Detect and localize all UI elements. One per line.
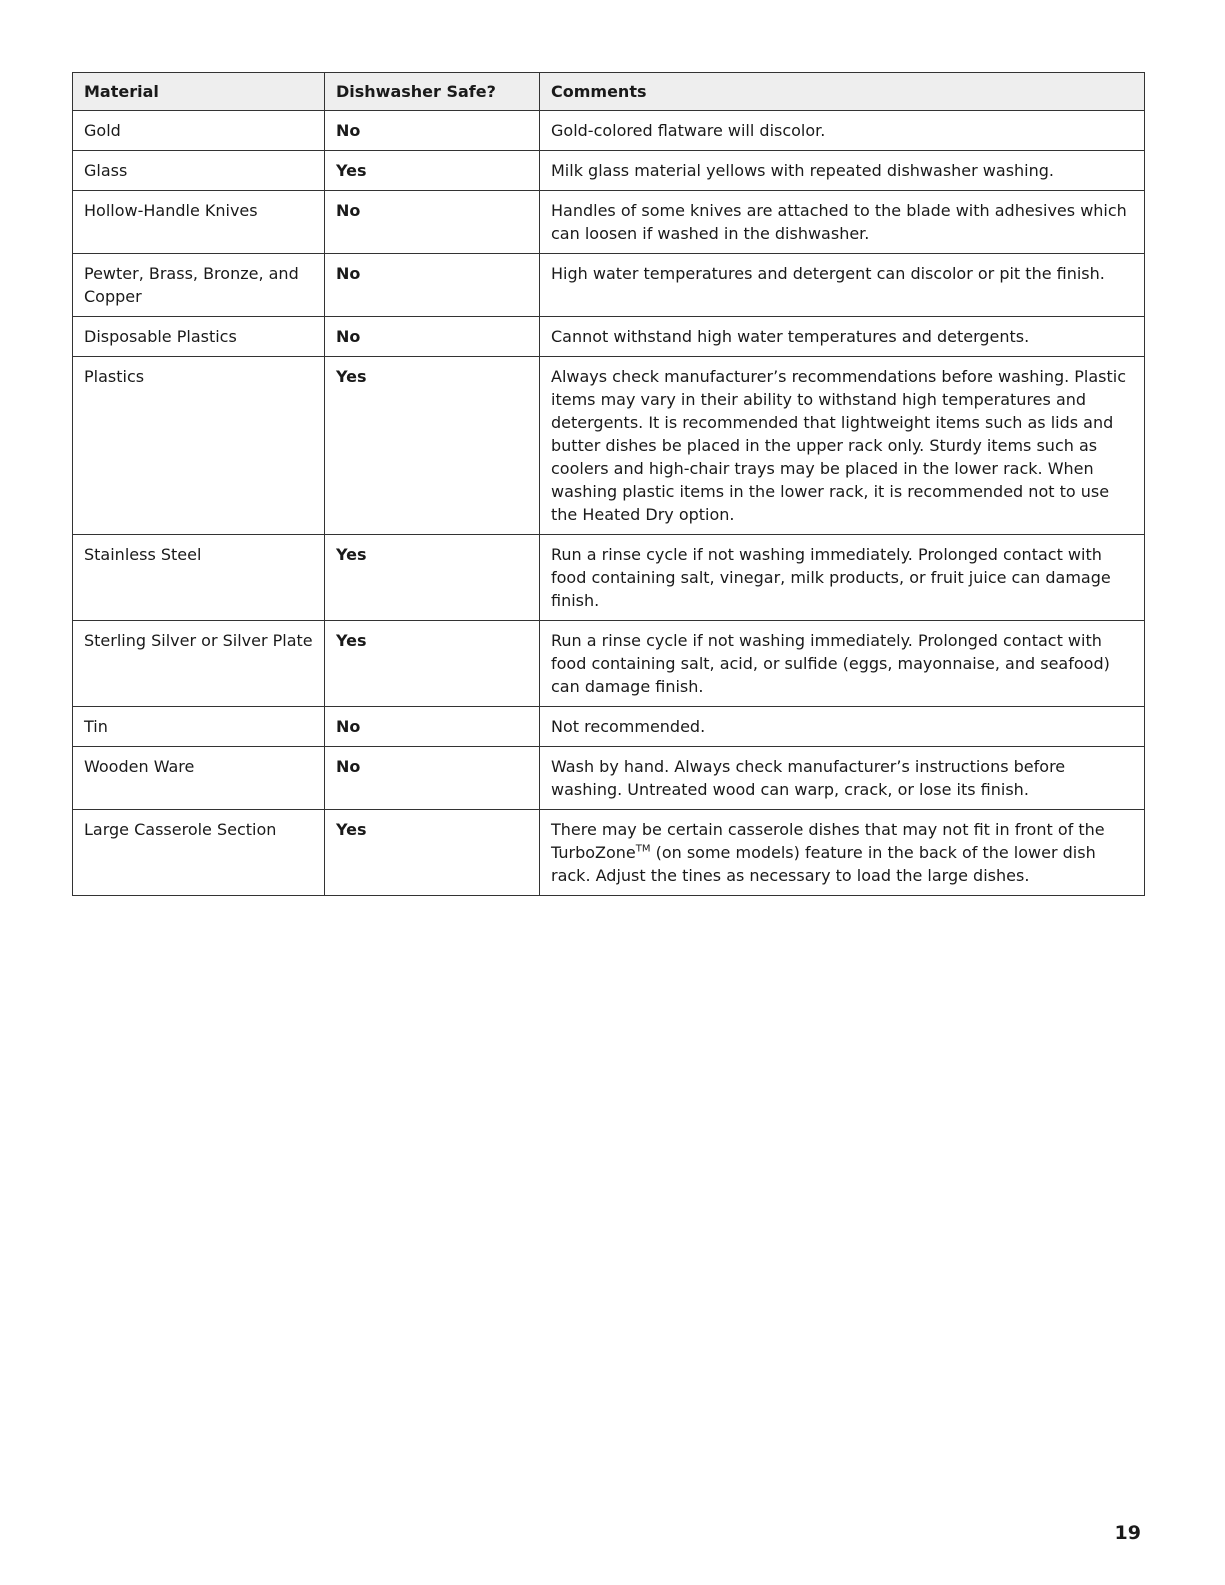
material-cell: Stainless Steel (73, 535, 325, 621)
table-row (73, 810, 1145, 896)
table-row (73, 747, 1145, 810)
comment-cell: Run a rinse cycle if not washing immediately. Prolonged contact with food containing salt, acid, or sulfide (eggs, mayonnaise, and seafood) can damage finish. (540, 621, 1145, 707)
comment-text-after: (on some models) feature in the back of the lower dish rack. Adjust the tines as necessary to load the large dishes. (551, 843, 1096, 885)
safe-cell: No (325, 747, 540, 810)
material-cell: Gold (73, 111, 325, 151)
material-cell: Disposable Plastics (73, 317, 325, 357)
safe-cell: No (325, 111, 540, 151)
comment-text-before: There may be certain casserole dishes that may not fit in front of the TurboZone (551, 820, 1105, 862)
header-comments: Comments (540, 73, 1145, 111)
table-row (73, 151, 1145, 191)
table-row (73, 111, 1145, 151)
safe-cell: No (325, 254, 540, 317)
safe-cell: Yes (325, 810, 540, 896)
safe-cell: No (325, 191, 540, 254)
safe-cell: Yes (325, 621, 540, 707)
comment-cell: Cannot withstand high water temperatures and detergents. (540, 317, 1145, 357)
material-cell: Wooden Ware (73, 747, 325, 810)
table-row (73, 191, 1145, 254)
table-row (73, 535, 1145, 621)
comment-cell: Run a rinse cycle if not washing immediately. Prolonged contact with food containing salt, vinegar, milk products, or fruit juice can damage finish. (540, 535, 1145, 621)
comment-cell: Wash by hand. Always check manufacturer’s instructions before washing. Untreated wood can warp, crack, or lose its finish. (540, 747, 1145, 810)
safe-cell: No (325, 707, 540, 747)
comment-cell (540, 810, 1145, 896)
header-dishwasher-safe: Dishwasher Safe? (325, 73, 540, 111)
material-cell: Hollow-Handle Knives (73, 191, 325, 254)
table-row (73, 707, 1145, 747)
material-cell: Large Casserole Section (73, 810, 325, 896)
comment-cell: Not recommended. (540, 707, 1145, 747)
safe-cell: Yes (325, 357, 540, 535)
safe-cell: Yes (325, 151, 540, 191)
table-row (73, 317, 1145, 357)
material-cell: Plastics (73, 357, 325, 535)
page-number: 19 (1114, 1522, 1141, 1544)
header-material: Material (73, 73, 325, 111)
dishwasher-material-table (72, 72, 1145, 896)
comment-cell: Gold-colored flatware will discolor. (540, 111, 1145, 151)
comment-cell: Handles of some knives are attached to the blade with adhesives which can loosen if washed in the dishwasher. (540, 191, 1145, 254)
material-cell: Tin (73, 707, 325, 747)
material-cell: Pewter, Brass, Bronze, and Copper (73, 254, 325, 317)
safe-cell: No (325, 317, 540, 357)
material-cell: Sterling Silver or Silver Plate (73, 621, 325, 707)
comment-cell: High water temperatures and detergent can discolor or pit the finish. (540, 254, 1145, 317)
trademark-symbol: TM (635, 843, 651, 855)
table-header-row (73, 73, 1145, 111)
table-row (73, 357, 1145, 535)
table-row (73, 621, 1145, 707)
comment-cell: Milk glass material yellows with repeated dishwasher washing. (540, 151, 1145, 191)
comment-cell: Always check manufacturer’s recommendations before washing. Plastic items may vary in their ability to withstand high temperatures and detergents. It is recommended that lightweight items such as lids and butter dishes be placed in the upper rack only. Sturdy items such as coolers and high-chair trays may be placed in the lower rack. When washing plastic items in the lower rack, it is recommended not to use the Heated Dry option. (540, 357, 1145, 535)
material-cell: Glass (73, 151, 325, 191)
safe-cell: Yes (325, 535, 540, 621)
table-row (73, 254, 1145, 317)
